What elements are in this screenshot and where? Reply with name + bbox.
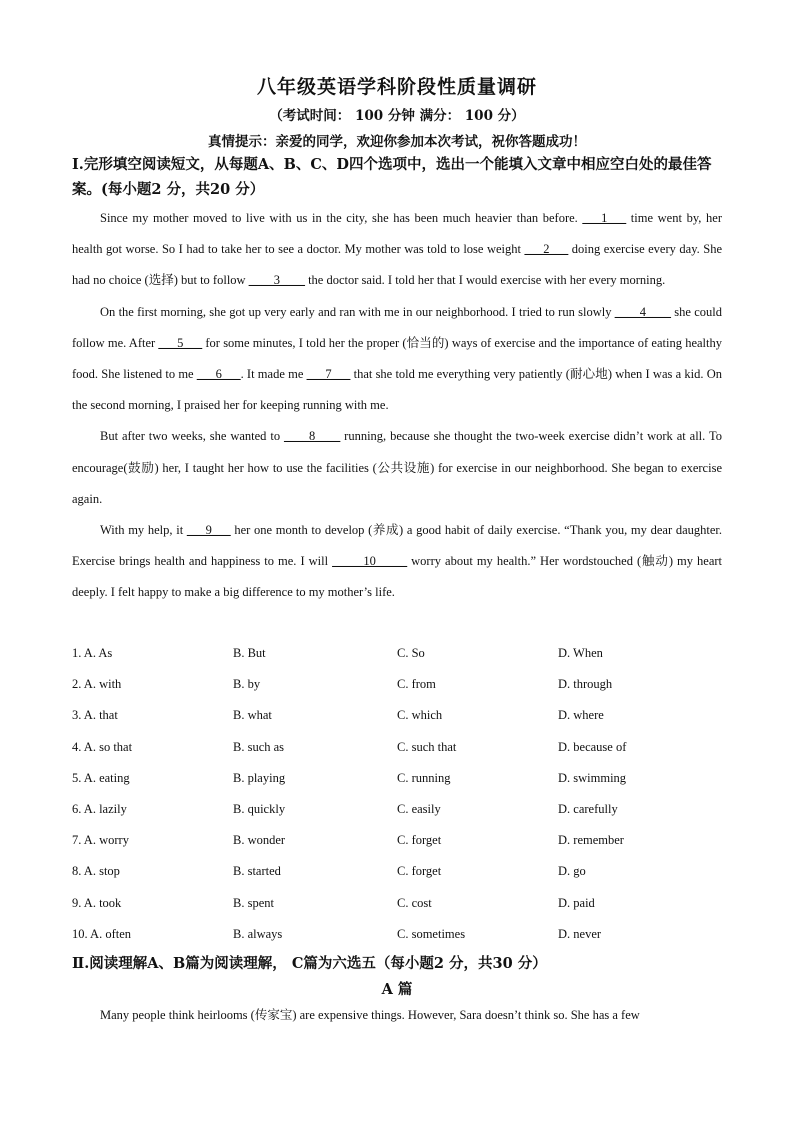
paragraph-1: Since my mother moved to live with us in the city, she has been much heavier than before. ___1___ time went by, her health got worse. So I had to take her to see a doctor. My mother was told to lose weight ___2___ doing exercise every day. She had no choice (选择) but to follow ____3____ the doctor said. I told her that I would exercise with her every morning. [72, 211, 723, 288]
blank-2: ___2___ [524, 242, 569, 257]
option-row: 5. A. eating B. playing C. running D. swimming [72, 770, 627, 785]
exam-info: （考试时间： 100 分钟 满分： 100 分） [269, 108, 525, 124]
section1-heading: Ⅰ.完形填空阅读短文，从每题A、B、C、D四个选项中，选出一个能填入文章中相应空白处的最佳答案。(每小题2 分，共20 分） [72, 156, 712, 198]
blank-6: ___6___ [196, 367, 241, 382]
option-row: 4. A. so that B. such as C. such that D. because of [72, 739, 627, 754]
paragraph-2: On the first morning, she got up very early and ran with me in our neighborhood. I tried to run slowly ____4____ she could follow me. After ___5___ for some minutes, I told her the proper (恰当的) ways of exercise and the importance of eating healthy food. She listened to me ___6___. It made me ___7___ that she told me everything very patiently (耐心地) when I was a kid. On the second morning, I praised her for keeping running with me. [72, 304, 723, 413]
option-row: 1. A. As B. But C. So D. When [72, 646, 603, 660]
blank-4: ____4____ [614, 304, 671, 319]
exam-tip: 真情提示：亲爱的同学，欢迎你参加本次考试，祝你答题成功！ [208, 134, 586, 150]
option-row: 7. A. worry B. wonder C. forget D. remember [72, 833, 624, 848]
passage-a-text: Many people think heirlooms (传家宝) are expensive things. However, Sara doesn’t think so. She has a few [100, 1008, 640, 1022]
blank-7: ___7___ [306, 367, 351, 382]
passage-a-heading: A 篇 [381, 981, 413, 998]
section2-heading: Ⅱ.阅读理解A、B篇为阅读理解， C篇为六选五（每小题2 分，共30 分） [72, 955, 547, 972]
option-row: 10. A. often B. always C. sometimes D. never [72, 926, 602, 941]
paragraph-4: With my help, it ___9___ her one month to develop (养成) a good habit of daily exercise. “Thank you, my dear daughter. Exercise brings health and happiness to me. I will _____10_____ worry about my health.” Her wordstouched (触动) my heart deeply. I felt happy to make a big difference to my mother’s life. [72, 523, 722, 600]
blank-10: _____10_____ [332, 554, 408, 569]
blank-9: ___9___ [186, 523, 231, 538]
blank-1: ___1___ [582, 211, 627, 225]
blank-8: ____8____ [284, 429, 341, 444]
option-row: 2. A. with B. by C. from D. through [72, 677, 613, 692]
cloze-passage [72, 203, 722, 609]
option-row: 3. A. that B. what C. which D. where [72, 708, 604, 723]
options-list [72, 638, 722, 950]
blank-3: ____3____ [248, 273, 305, 288]
option-row: 9. A. took B. spent C. cost D. paid [72, 895, 595, 910]
paragraph-3: But after two weeks, she wanted to ____8____ running, because she thought the two-week exercise didn’t work at all. To encourage(鼓励) her, I taught her how to use the facilities (公共设施) for exercise in our neighborhood. She began to exercise again. [72, 429, 722, 506]
option-row: 8. A. stop B. started C. forget D. go [72, 864, 586, 879]
page-title: 八年级英语学科阶段性质量调研 [256, 76, 537, 98]
blank-5: ___5___ [158, 335, 203, 350]
option-row: 6. A. lazily B. quickly C. easily D. carefully [72, 801, 618, 816]
